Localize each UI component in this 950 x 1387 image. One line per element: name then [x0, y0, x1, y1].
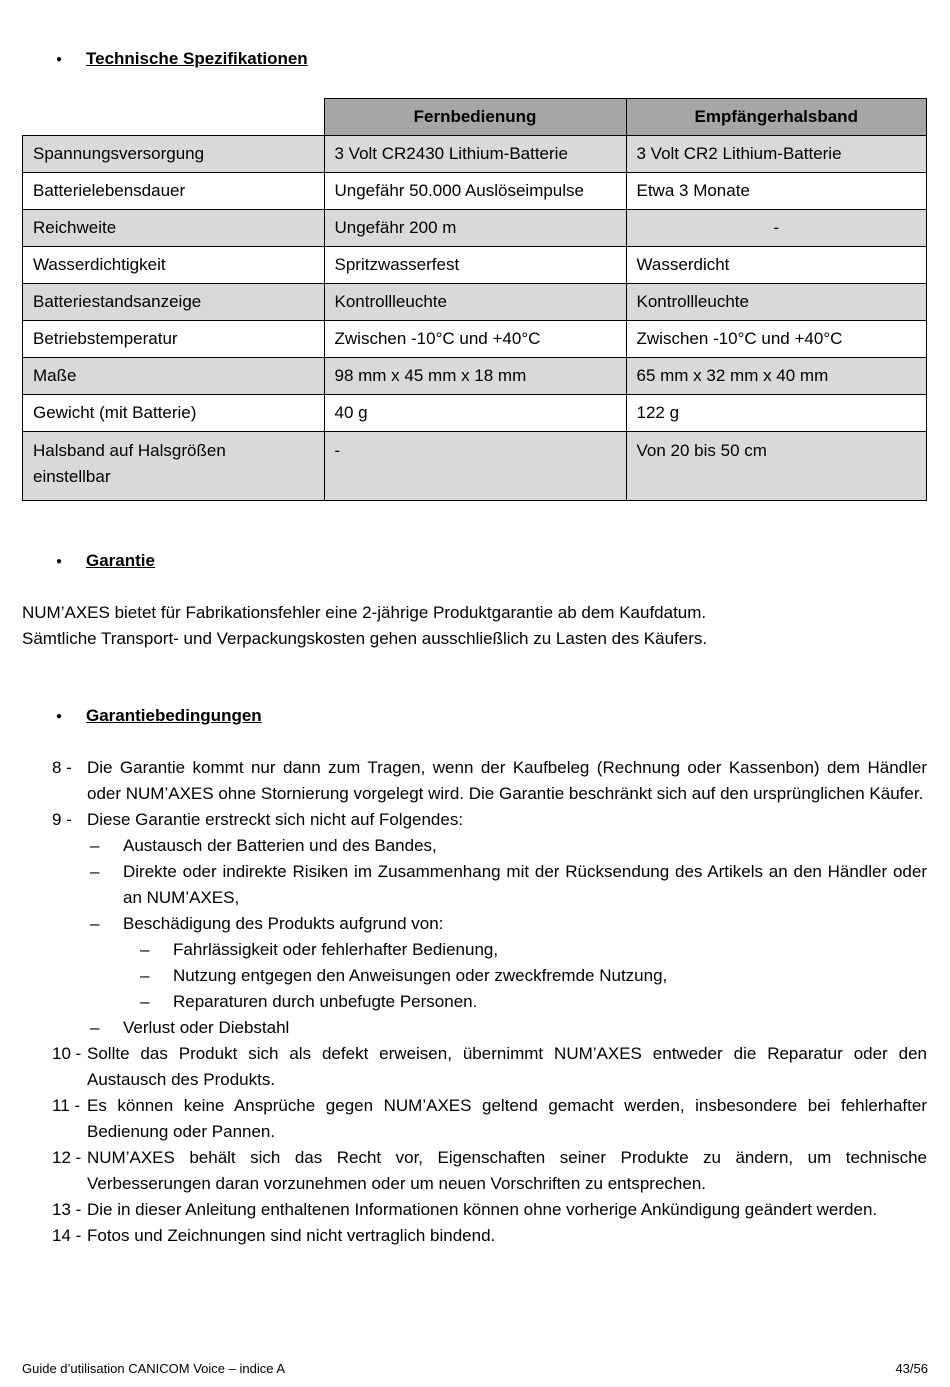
- table-row: Reichweite Ungefähr 200 m -: [23, 210, 927, 247]
- heading-garantie: ●Garantie: [56, 548, 155, 577]
- spec-table: [22, 98, 927, 501]
- bullet-icon: [56, 703, 86, 732]
- list-subitem: – Direkte oder indirekte Risiken im Zusammenhang mit der Rücksendung des Artikels an den Händler oder an NUM’AXES,: [90, 862, 927, 907]
- table-row: Gewicht (mit Batterie) 40 g 122 g: [23, 395, 927, 432]
- bullet-icon: [56, 46, 86, 75]
- list-subsubitem: – Fahrlässigkeit oder fehlerhafter Bedienung,: [140, 940, 499, 959]
- list-subitem: – Beschädigung des Produkts aufgrund von:: [90, 914, 444, 933]
- list-subsubitem: – Reparaturen durch unbefugte Personen.: [140, 992, 478, 1011]
- list-subitem: – Austausch der Batterien und des Bandes,: [90, 836, 437, 855]
- list-item: 10 - Sollte das Produkt sich als defekt erweisen, übernimmt NUM’AXES entweder die Reparatur oder den Austausch des Produkts.: [52, 1044, 927, 1089]
- table-row: Spannungsversorgung 3 Volt CR2430 Lithium-Batterie 3 Volt CR2 Lithium-Batterie: [23, 136, 927, 173]
- header-empfaengerhalsband: Empfängerhalsband: [626, 99, 927, 136]
- heading-garantiebedingungen: ●Garantiebedingungen: [56, 703, 262, 732]
- list-item: 13 - Die in dieser Anleitung enthaltenen Informationen können ohne vorherige Ankündigung geändert werden.: [52, 1200, 878, 1219]
- table-row: Wasserdichtigkeit Spritzwasserfest Wasserdicht: [23, 247, 927, 284]
- heading-technische-spezifikationen: ●Technische Spezifikationen: [56, 46, 308, 75]
- table-header-row: [23, 99, 927, 136]
- list-item: 14 - Fotos und Zeichnungen sind nicht vertraglich bindend.: [52, 1226, 496, 1245]
- list-item: 8 - Die Garantie kommt nur dann zum Tragen, wenn der Kaufbeleg (Rechnung oder Kassenbon) dem Händler oder NUM’AXES ohne Stornierung vorgelegt wird. Die Garantie beschränkt sich auf den ursprünglichen Käufer.: [52, 758, 927, 803]
- table-row: Batterielebensdauer Ungefähr 50.000 Auslöseimpulse Etwa 3 Monate: [23, 173, 927, 210]
- garantie-text: NUM’AXES bietet für Fabrikationsfehler eine 2-jährige Produktgarantie ab dem Kaufdatum. Sämtliche Transport- und Verpackungskosten gehen ausschließlich zu Lasten des Käufers.: [22, 603, 708, 648]
- list-item: 12 - NUM’AXES behält sich das Recht vor, Eigenschaften seiner Produkte zu ändern, um technische Verbesserungen daran vorzunehmen oder um neuen Vorschriften zu entsprechen.: [52, 1148, 927, 1193]
- list-item: 11 - Es können keine Ansprüche gegen NUM’AXES geltend gemacht werden, insbesondere bei fehlerhafter Bedienung oder Pannen.: [52, 1096, 927, 1141]
- conditions-list: [22, 755, 927, 1249]
- table-row: Batteriestandsanzeige Kontrollleuchte Kontrollleuchte: [23, 284, 927, 321]
- table-row: Halsband auf Halsgrößen einstellbar - Von 20 bis 50 cm: [23, 432, 927, 501]
- table-row: Betriebstemperatur Zwischen -10°C und +40°C Zwischen -10°C und +40°C: [23, 321, 927, 358]
- list-item: 9 - Diese Garantie erstreckt sich nicht auf Folgendes:: [52, 810, 464, 829]
- footer-guide-title: Guide d’utilisation CANICOM Voice – indice A: [22, 1361, 286, 1376]
- list-subitem: – Verlust oder Diebstahl: [90, 1018, 290, 1037]
- footer-page-number: 43/56: [895, 1361, 928, 1376]
- list-subsubitem: – Nutzung entgegen den Anweisungen oder zweckfremde Nutzung,: [140, 966, 668, 985]
- table-row: Maße 98 mm x 45 mm x 18 mm 65 mm x 32 mm x 40 mm: [23, 358, 927, 395]
- header-fernbedienung: Fernbedienung: [324, 99, 626, 136]
- bullet-icon: [56, 548, 86, 577]
